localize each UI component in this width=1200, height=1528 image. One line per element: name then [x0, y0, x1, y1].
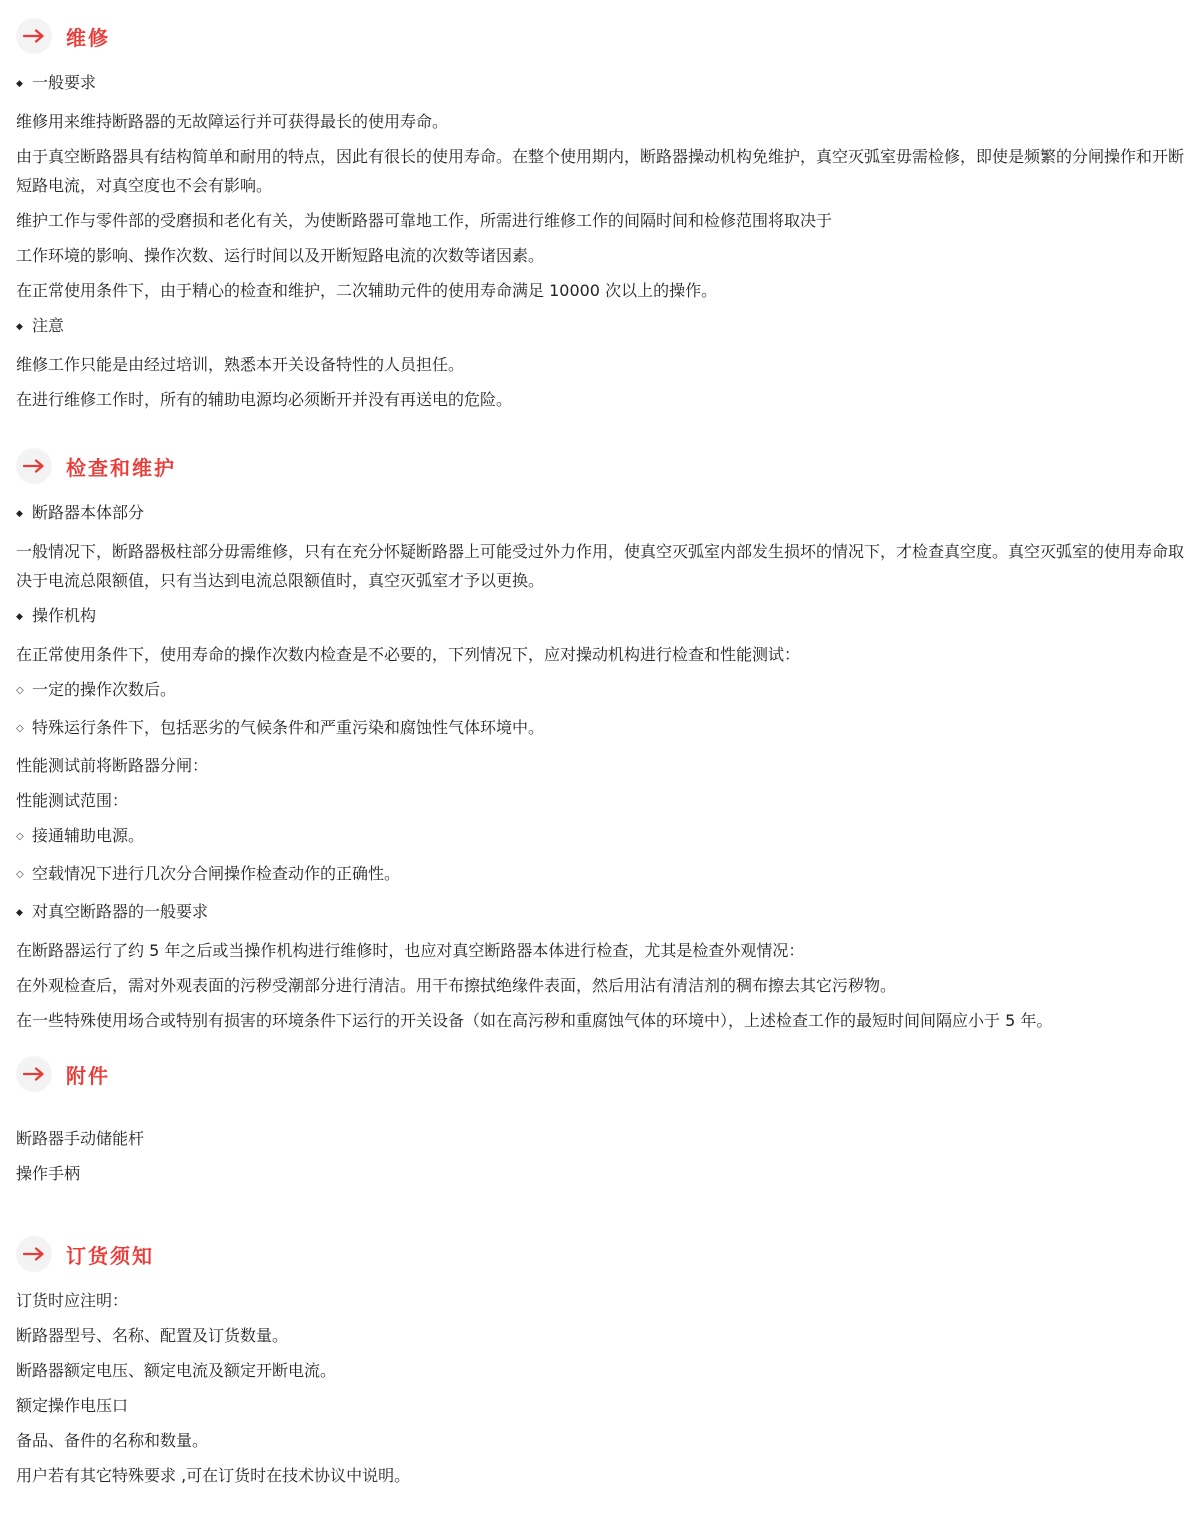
paragraph: 订货时应注明： — [16, 1291, 129, 1310]
paragraph: 用户若有其它特殊要求 ,可在订货时在技术协议中说明。 — [16, 1466, 411, 1485]
bullet-heading: ◆ 一般要求 — [16, 68, 1186, 101]
bullet-heading: ◆ 注意 — [16, 311, 1186, 344]
paragraph: 性能测试前将断路器分闸： — [16, 756, 209, 775]
sub-item: ◇ 特殊运行条件下，包括恶劣的气候条件和严重污染和腐蚀性气体环境中。 — [16, 713, 1186, 745]
paragraph: 断路器型号、名称、配置及订货数量。 — [16, 1326, 289, 1345]
section-body — [16, 1124, 1186, 1188]
section-accessories — [16, 1054, 1186, 1194]
paragraph: 断路器手动储能杆 — [16, 1129, 145, 1148]
section-body — [16, 1286, 1186, 1490]
paragraph: 维修工作只能是由经过培训，熟悉本开关设备特性的人员担任。 — [16, 355, 465, 374]
section-ordering — [16, 1234, 1186, 1496]
paragraph: 在断路器运行了约 5 年之后或当操作机构进行维修时，也应对真空断路器本体进行检查，尤其是检查外观情况： — [16, 941, 805, 960]
section-body — [16, 68, 1186, 414]
section-title: 订货须知 — [66, 1243, 154, 1268]
paragraph: 在外观检查后，需对外观表面的污秽受潮部分进行清洁。用干布擦拭绝缘件表面，然后用沾有清洁剂的稠布擦去其它污秽物。 — [16, 976, 897, 995]
arrow-right-icon — [16, 1236, 52, 1272]
arrow-right-icon — [16, 1056, 52, 1092]
paragraph: 由于真空断路器具有结构简单和耐用的特点，因此有很长的使用寿命。在整个使用期内，断路器操动机构免维护，真空灭弧室毋需检修，即使是频繁的分闸操作和开断短路电流，对真空度也不会有影响。 — [16, 147, 1185, 195]
paragraph: 工作环境的影响、操作次数、运行时间以及开断短路电流的次数等诸因素。 — [16, 246, 545, 265]
paragraph: 断路器额定电压、额定电流及额定开断电流。 — [16, 1361, 337, 1380]
bullet-heading: ◆ 操作机构 — [16, 601, 1186, 634]
paragraph: 在进行维修工作时，所有的辅助电源均必须断开并没有再送电的危险。 — [16, 390, 513, 409]
section-title: 附件 — [66, 1063, 110, 1088]
sub-item: ◇ 接通辅助电源。 — [16, 821, 1186, 853]
bullet-heading: ◆ 断路器本体部分 — [16, 498, 1186, 531]
sub-item: ◇ 空载情况下进行几次分合闸操作检查动作的正确性。 — [16, 859, 1186, 891]
paragraph: 备品、备件的名称和数量。 — [16, 1431, 209, 1450]
section-header — [16, 16, 1186, 56]
section-title: 检查和维护 — [66, 455, 176, 480]
section-header — [16, 446, 1186, 486]
paragraph: 在一些特殊使用场合或特别有损害的环境条件下运行的开关设备（如在高污秽和重腐蚀气体的环境中），上述检查工作的最短时间间隔应小于 5 年。 — [16, 1011, 1053, 1030]
paragraph: 维护工作与零件部的受磨损和老化有关，为使断路器可靠地工作，所需进行维修工作的间隔时间和检修范围将取决于 — [16, 211, 833, 230]
section-inspection — [16, 446, 1186, 1041]
paragraph: 维修用来维持断路器的无故障运行并可获得最长的使用寿命。 — [16, 112, 449, 131]
section-header — [16, 1054, 1186, 1094]
paragraph: 一般情况下，断路器极柱部分毋需维修，只有在充分怀疑断路器上可能受过外力作用，使真空灭弧室内部发生损坏的情况下，才检查真空度。真空灭弧室的使用寿命取决于电流总限额值，只有当达到电流总限额值时，真空灭弧室才予以更换。 — [16, 542, 1185, 590]
arrow-right-icon — [16, 18, 52, 54]
paragraph: 操作手柄 — [16, 1164, 81, 1183]
paragraph: 在正常使用条件下，使用寿命的操作次数内检查是不必要的，下列情况下，应对操动机构进行检查和性能测试： — [16, 645, 801, 664]
section-title: 维修 — [66, 25, 110, 50]
sub-item: ◇ 一定的操作次数后。 — [16, 675, 1186, 707]
section-header — [16, 1234, 1186, 1274]
arrow-right-icon — [16, 448, 52, 484]
section-body — [16, 498, 1186, 1035]
paragraph: 在正常使用条件下，由于精心的检查和维护，二次辅助元件的使用寿命满足 10000 次以上的操作。 — [16, 281, 718, 300]
bullet-heading: ◆ 对真空断路器的一般要求 — [16, 897, 1186, 930]
paragraph: 额定操作电压口 — [16, 1396, 129, 1415]
paragraph: 性能测试范围： — [16, 791, 129, 810]
section-maintenance — [16, 16, 1186, 420]
